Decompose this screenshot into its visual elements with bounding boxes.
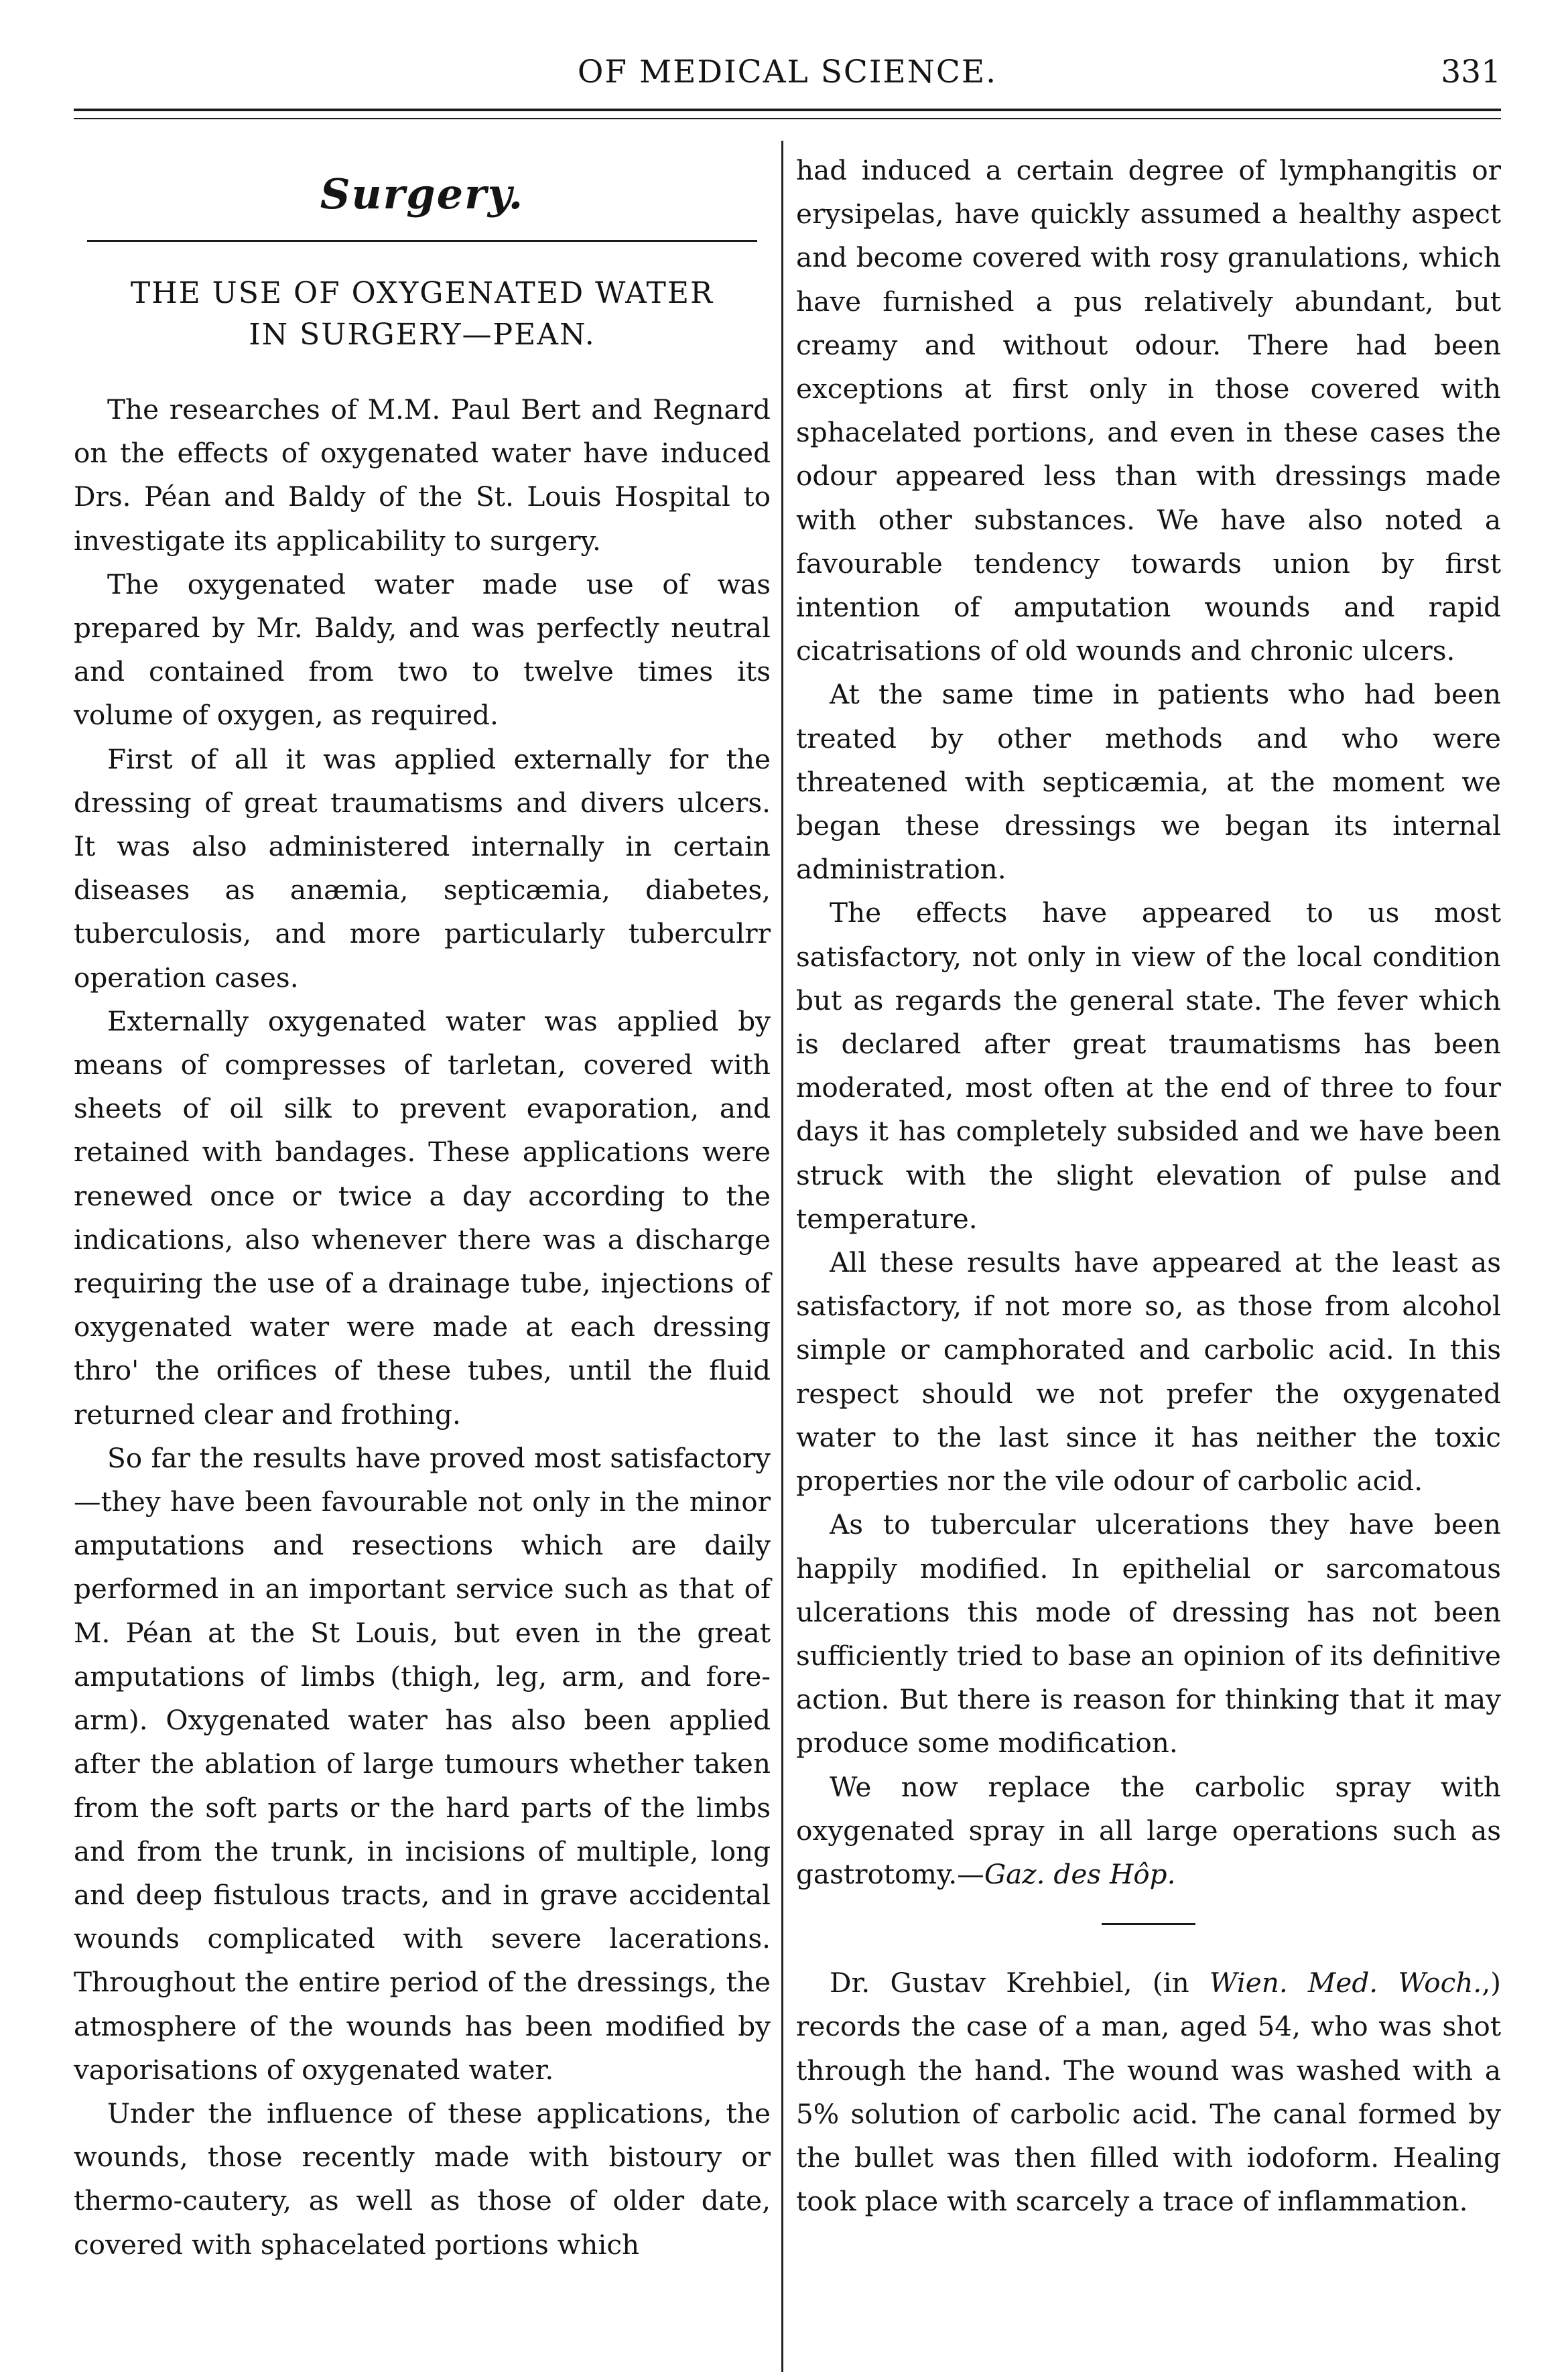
paragraph: As to tubercular ulcerations they have been happily modified. In epithelial or sarcomatous ulcerations this mode of dressing has not been sufficiently tried to base an opinion of its definitive action. But there is reason for thinking that it may produce some modification. (796, 1508, 1501, 1760)
article-title (74, 273, 771, 356)
separator-rule (1102, 1923, 1195, 1925)
right-column (796, 149, 1501, 2223)
final-paragraph (796, 1766, 1501, 1897)
section-rule (87, 240, 757, 242)
paragraph: The oxygenated water made use of was prepared by Mr. Baldy, and was perfectly neutral and contained from two to twelve times its volume of oxygen, as required. (74, 568, 771, 732)
paragraph: First of all it was applied externally for the dressing of great traumatisms and divers ulcers. It was also administered internally in certain diseases as anæmia, septicæmia, diabetes, tuberculosis, and more particularly tuberculrr operation cases. (74, 742, 771, 994)
paragraph: All these results have appeared at the least as satisfactory, if not more so, as those from alcohol simple or camphorated and carbolic acid. In this respect should we not prefer the oxygenated water to the last since it has neither the toxic properties nor the vile odour of carbolic acid. (796, 1246, 1501, 1498)
paragraph: Under the influence of these applications, the wounds, those recently made with bistoury or thermo-cautery, as well as those of older date, covered with sphacelated portions which (74, 2097, 771, 2261)
paragraph: The effects have appeared to us most satisfactory, not only in view of the local condition but as regards the general state. The fever which is declared after great traumatisms has been moderated, most often at the end of three to four days it has completely subsided and we have been struck with the slight elevation of pulse and temperature. (796, 897, 1501, 1235)
header-rule (74, 109, 1501, 111)
header-rule-thin (74, 118, 1501, 119)
page-number: 331 (1441, 54, 1501, 90)
running-title: OF MEDICAL SCIENCE. (577, 54, 998, 90)
note-text-before: Dr. Gustav Krehbiel, (in (830, 1967, 1210, 1999)
final-paragraph-text: We now replace the carbolic spray with oxygenated spray in all large operations such as gastrotomy.— (796, 1770, 1501, 1890)
note-journal: Wien. Med. Woch. (1209, 1967, 1482, 1999)
citation: Gaz. des Hôp. (984, 1857, 1176, 1890)
paragraph: At the same time in patients who had been treated by other methods and who were threatened with septicæmia, at the moment we began these dressings we began its internal administration. (796, 678, 1501, 886)
article-title-line-1: THE USE OF OXYGENATED WATER (130, 276, 714, 310)
paragraph: had induced a certain degree of lymphangitis or erysipelas, have quickly assumed a healthy aspect and become covered with rosy granulations, which have furnished a pus relatively abundant, but creamy and without odour. There had been exceptions at first only in those covered with sphacelated portions, and even in these cases the odour appeared less than with dressings made with other substances. We have also noted a favourable tendency towards union by first intention of amputation wounds and rapid cicatrisations of old wounds and chronic ulcers. (796, 154, 1501, 667)
paragraph: The researches of M.M. Paul Bert and Regnard on the effects of oxygenated water have induced Drs. Péan and Baldy of the St. Louis Hospital to investigate its applicability to surgery. (74, 393, 771, 557)
note-text-after: ,) records the case of a man, aged 54, who was shot through the hand. The wound was washed with a 5% solution of carbolic acid. The canal formed by the bullet was then filled with iodoform. Healing took place with scarcely a trace of inflammation. (796, 1967, 1501, 2218)
paragraph: So far the results have proved most satisfactory—they have been favourable not only in the minor amputations and resections which are daily performed in an important service such as that of M. Péan at the St Louis, but even in the great amputations of limbs (thigh, leg, arm, and fore-arm). Oxygenated water has also been applied after the ablation of large tumours whether taken from the soft parts or the hard parts of the limbs and from the trunk, in incisions of multiple, long and deep fistulous tracts, and in grave accidental wounds complicated with severe lacerations. Throughout the entire period of the dressings, the atmosphere of the wounds has been modified by vaporisations of oxygenated water. (74, 1441, 771, 2086)
paragraph: Externally oxygenated water was applied by means of compresses of tarletan, covered with sheets of oil silk to prevent evaporation, and retained with bandages. These applications were renewed once or twice a day according to the indications, also whenever there was a discharge requiring the use of a drainage tube, injections of oxygenated water were made at each dressing thro' the orifices of these tubes, until the fluid returned clear and frothing. (74, 1004, 771, 1431)
article-title-line-2: IN SURGERY—PEAN. (249, 318, 596, 352)
note-paragraph (796, 1961, 1501, 2223)
running-header (74, 47, 1501, 101)
column-divider (781, 141, 783, 2372)
section-heading: Surgery. (320, 170, 525, 218)
left-column (74, 161, 771, 2267)
